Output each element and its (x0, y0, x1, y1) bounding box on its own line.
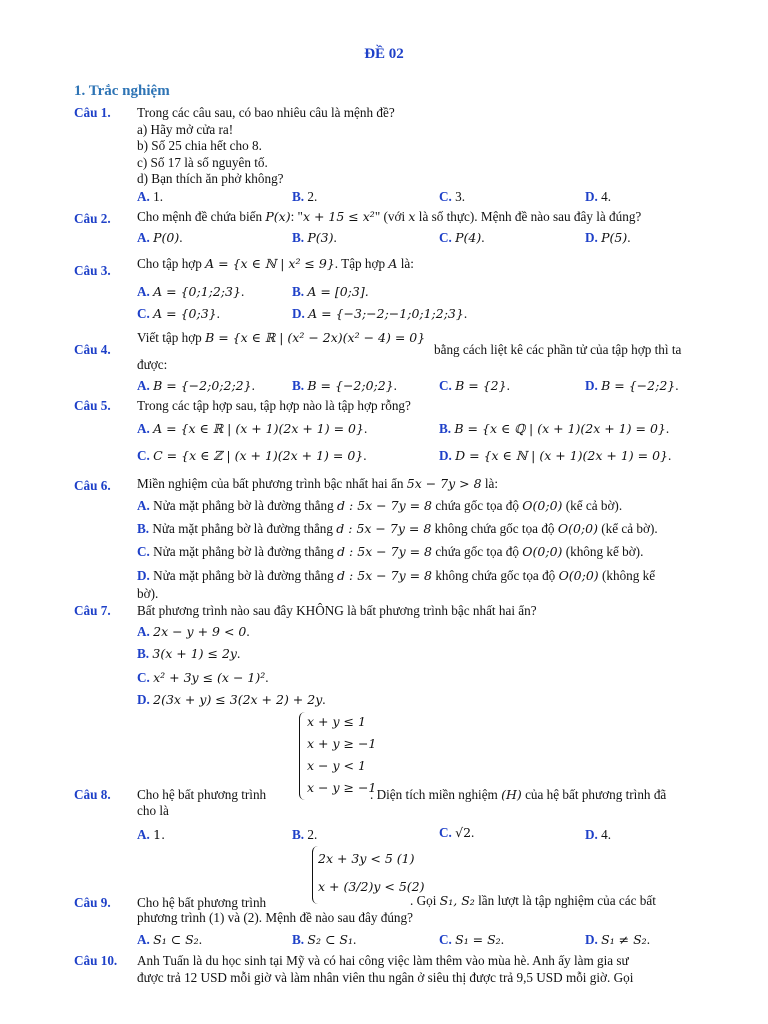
question-text-continued: . Gọi S₁, S₂ lần lượt là tập nghiệm của các bất (410, 893, 656, 908)
option-a[interactable]: A. B = {−2;0;2;2}. (137, 378, 255, 393)
question-label: Câu 8. (74, 787, 111, 802)
question-label: Câu 9. (74, 895, 111, 910)
option-d[interactable]: D. A = {−3;−2;−1;0;1;2;3}. (292, 306, 468, 321)
option-a[interactable]: A. P(0). (137, 230, 183, 245)
question-label: Câu 10. (74, 953, 118, 968)
option-d[interactable]: D. 4. (585, 827, 612, 842)
question-label: Câu 6. (74, 478, 111, 493)
question-text: Viết tập hợp B = {x ∈ ℝ | (x² − 2x)(x² − 4) = 0} (137, 330, 426, 345)
statement-item: d) Bạn thích ăn phở không? (137, 171, 284, 186)
option-a[interactable]: A. A = {x ∈ ℝ | (x + 1)(2x + 1) = 0}. (137, 421, 368, 436)
question-text: Bất phương trình nào sau đây KHÔNG là bất phương trình bậc nhất hai ẩn? (137, 603, 537, 618)
statement-item: c) Số 17 là số nguyên tố. (137, 155, 268, 170)
option-b[interactable]: B. S₂ ⊂ S₁. (292, 932, 357, 947)
option-d[interactable]: D. 4. (585, 189, 612, 204)
question-text: Cho tập hợp A = {x ∈ ℕ | x² ≤ 9}. Tập hợp A là: (137, 256, 414, 271)
option-a[interactable]: A. A = {0;1;2;3}. (137, 284, 245, 299)
option-a[interactable]: A. 2x − y + 9 < 0. (137, 624, 250, 639)
question-text: Cho hệ bất phương trình (137, 787, 267, 802)
question-label: Câu 7. (74, 603, 111, 618)
option-b[interactable]: B. 2. (292, 827, 318, 842)
option-b[interactable]: B. 2. (292, 189, 318, 204)
option-d[interactable]: D. D = {x ∈ ℕ | (x + 1)(2x + 1) = 0}. (439, 448, 672, 463)
option-c[interactable]: C. C = {x ∈ ℤ | (x + 1)(2x + 1) = 0}. (137, 448, 367, 463)
inequality-system (307, 711, 376, 799)
question-text: Cho hệ bất phương trình (137, 895, 267, 910)
option-c[interactable]: C. Nửa mặt phẳng bờ là đường thẳng d : 5x − 7y = 8 chứa gốc tọa độ O(0;0) (không kể bờ). (137, 544, 644, 559)
option-c[interactable]: C. S₁ = S₂. (439, 932, 504, 947)
system-line: 2x + 3y < 5 (1) (318, 851, 415, 866)
question-label: Câu 4. (74, 342, 111, 357)
option-c[interactable]: C. √2. (439, 825, 475, 840)
option-b[interactable]: B. 3(x + 1) ≤ 2y. (137, 646, 241, 661)
option-a[interactable]: A. 1. (137, 189, 164, 204)
option-b[interactable]: B. B = {−2;0;2}. (292, 378, 397, 393)
option-a[interactable]: A. S₁ ⊂ S₂. (137, 932, 202, 947)
question-text: Cho mệnh đề chứa biến P(x): "x + 15 ≤ x²" (với x là số thực). Mệnh đề nào sau đây là đúng? (137, 209, 642, 224)
question-label: Câu 1. (74, 105, 111, 120)
option-d-continued: bờ). (137, 586, 159, 601)
question-text-continued: . Diện tích miền nghiệm (H) của hệ bất phương trình đã (370, 787, 667, 802)
option-b[interactable]: B. Nửa mặt phẳng bờ là đường thẳng d : 5x − 7y = 8 không chứa gốc tọa độ O(0;0) (kể cả bờ). (137, 521, 658, 536)
option-b[interactable]: B. P(3). (292, 230, 337, 245)
option-c[interactable]: C. B = {2}. (439, 378, 510, 393)
system-line: x − y ≥ −1 (307, 780, 377, 795)
question-text: Miền nghiệm của bất phương trình bậc nhất hai ẩn 5x − 7y > 8 là: (137, 476, 499, 491)
inequality-system (318, 845, 424, 901)
option-b[interactable]: B. B = {x ∈ ℚ | (x + 1)(2x + 1) = 0}. (439, 421, 670, 436)
option-a[interactable]: A. Nửa mặt phẳng bờ là đường thẳng d : 5x − 7y = 8 chứa gốc tọa độ O(0;0) (kể cả bờ). (137, 498, 623, 513)
question-label: Câu 3. (74, 263, 111, 278)
option-d[interactable]: D. 2(3x + y) ≤ 3(2x + 2) + 2y. (137, 692, 326, 707)
option-c[interactable]: C. 3. (439, 189, 466, 204)
question-text-continued: được: (137, 357, 168, 372)
statement-item: b) Số 25 chia hết cho 8. (137, 138, 262, 153)
section-heading: 1. Trắc nghiệm (74, 83, 170, 99)
system-line: x + y ≤ 1 (307, 714, 366, 729)
option-c[interactable]: C. P(4). (439, 230, 485, 245)
option-b[interactable]: B. A = [0;3]. (292, 284, 369, 299)
question-text: Anh Tuấn là du học sinh tại Mỹ và có hai công việc làm thêm vào mùa hè. Anh ấy làm gia sư (137, 953, 629, 968)
statement-item: a) Hãy mở cửa ra! (137, 122, 234, 137)
system-line: x + (3/2)y < 5(2) (318, 879, 425, 894)
question-label: Câu 2. (74, 211, 111, 226)
question-text: Trong các tập hợp sau, tập hợp nào là tập hợp rỗng? (137, 398, 411, 413)
option-d[interactable]: D. S₁ ≠ S₂. (585, 932, 650, 947)
option-c[interactable]: C. A = {0;3}. (137, 306, 220, 321)
question-text-continued: phương trình (1) và (2). Mệnh đề nào sau đây đúng? (137, 910, 413, 925)
option-a[interactable]: A. 1. (137, 827, 166, 842)
question-text: Trong các câu sau, có bao nhiêu câu là mệnh đề? (137, 105, 395, 120)
option-d[interactable]: D. Nửa mặt phẳng bờ là đường thẳng d : 5x − 7y = 8 không chứa gốc tọa độ O(0;0) (không kể (137, 568, 656, 583)
system-brace (299, 712, 306, 800)
question-label: Câu 5. (74, 398, 111, 413)
option-d[interactable]: D. P(5). (585, 230, 631, 245)
system-line: x − y < 1 (307, 758, 366, 773)
option-d[interactable]: D. B = {−2;2}. (585, 378, 679, 393)
system-line: x + y ≥ −1 (307, 736, 377, 751)
exam-title: ĐỀ 02 (364, 46, 404, 62)
question-text-continued: bằng cách liệt kê các phần tử của tập hợp thì ta (434, 342, 682, 357)
question-text-continued: cho là (137, 803, 169, 818)
option-c[interactable]: C. x² + 3y ≤ (x − 1)². (137, 670, 269, 685)
question-text-continued: được trả 12 USD mỗi giờ và làm nhân viên thu ngân ở siêu thị được trả 9,5 USD mỗi giờ. Gọi (137, 970, 634, 985)
